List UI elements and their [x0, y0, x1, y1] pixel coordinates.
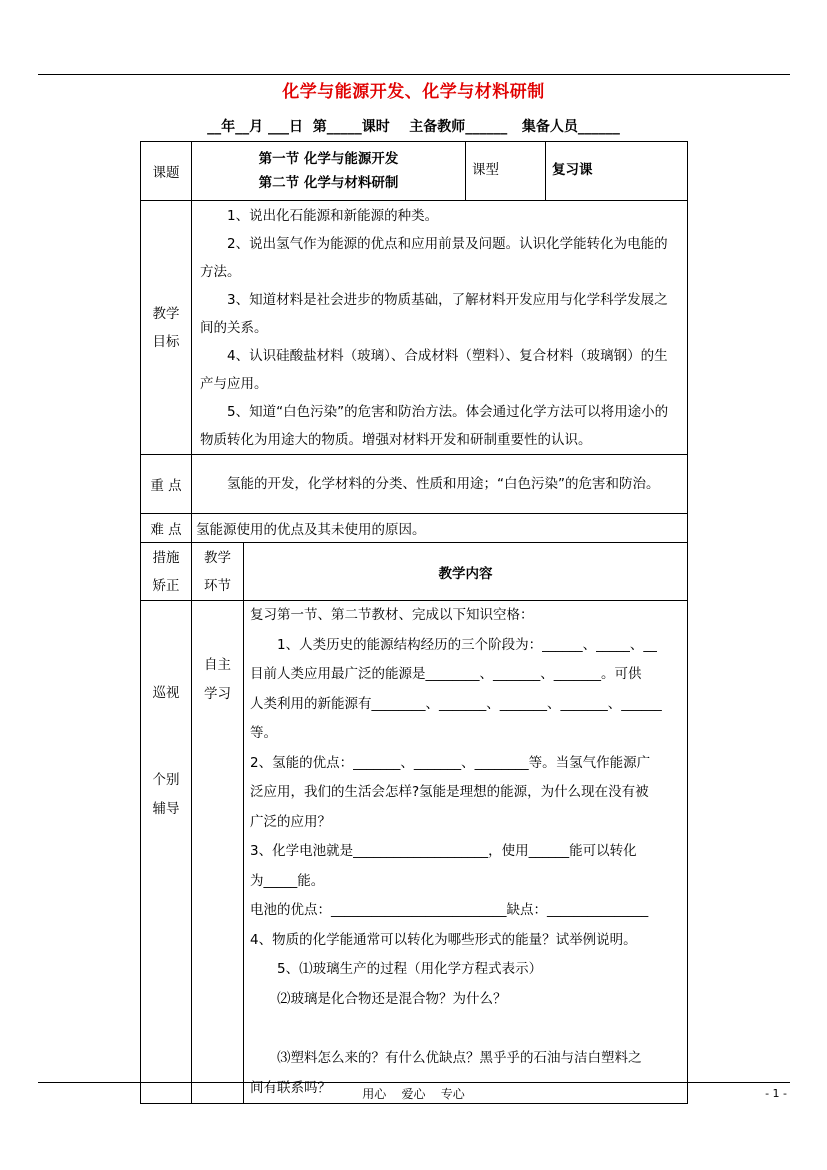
- content-line: 为_____能。: [250, 872, 325, 889]
- content-line: 泛应用，我们的生活会怎样?氢能是理想的能源，为什么现在没有被: [250, 784, 649, 800]
- objective-item: 2、说出氢气作为能源的优点和应用前景及问题。认识化学能转化为电能的方法。: [200, 235, 668, 280]
- lesson-title-1: 第一节 化学与能源开发: [258, 151, 399, 167]
- topic-label: 课题: [141, 142, 192, 201]
- stage-body-1: 自主: [204, 657, 231, 673]
- content-line: 2、氢能的优点：_______、_______、________等。当氢气作能源广: [250, 754, 651, 771]
- content-line: 电池的优点：__________________________缺点：_______________: [250, 902, 649, 918]
- lesson-title-2: 第二节 化学与材料研制: [258, 175, 399, 191]
- footer-slogan: 用心 爱心 专心: [362, 1087, 465, 1101]
- content-line: 5、⑴玻璃生产的过程（用化学方程式表示）: [277, 961, 543, 977]
- stage-label-2: 环节: [204, 577, 231, 594]
- measures-body: [141, 601, 192, 1104]
- document-title: 化学与能源开发、化学与材料研制: [282, 82, 545, 102]
- key-points-content: [192, 455, 688, 514]
- difficulties-label: 难 点: [141, 514, 192, 543]
- stage-column-label: [192, 543, 244, 601]
- objectives-row: [141, 201, 688, 455]
- measures-body-3: 辅导: [152, 801, 180, 817]
- body-row: [141, 601, 688, 1104]
- objective-item: 4、认识硅酸盐材料（玻璃）、合成材料（塑料）、复合材料（玻璃钢）的生产与应用。: [200, 347, 668, 392]
- difficulties-text: 氢能源使用的优点及其未使用的原因。: [192, 514, 688, 543]
- stage-body-2: 学习: [204, 686, 231, 702]
- key-points-row: [141, 455, 688, 514]
- type-label: 课型: [466, 142, 546, 201]
- measures-column-label: [141, 543, 192, 601]
- content-line: 3、化学电池就是____________________，使用______能可以转化: [250, 843, 637, 859]
- page-number: - 1 -: [765, 1087, 787, 1100]
- key-points-label: 重 点: [141, 455, 192, 514]
- objectives-content: [192, 201, 688, 455]
- meta-line: __年__月 ___日 第_____课时 主备教师______ 集备人员______: [207, 119, 620, 135]
- stage-label-1: 教学: [204, 549, 231, 566]
- lesson-title-cell: [192, 142, 466, 201]
- footer-rule: [38, 1082, 790, 1083]
- content-line: 目前人类应用最广泛的能源是________、_______、_______。可供: [250, 666, 642, 682]
- stage-body: [192, 601, 244, 1104]
- content-line: 4、物质的化学能通常可以转化为哪些形式的能量？试举例说明。: [250, 931, 637, 948]
- lesson-plan-table: [140, 141, 688, 1104]
- content-body: [244, 601, 688, 1104]
- content-line: 1、人类历史的能源结构经历的三个阶段为：______、_____、__: [277, 636, 657, 653]
- header-row: [141, 142, 688, 201]
- content-line: 广泛的应用？: [250, 813, 331, 830]
- content-line: 人类利用的新能源有________、_______、_______、_______、______: [250, 695, 662, 712]
- content-line: 间有联系吗？: [250, 1079, 331, 1096]
- content-column-label: 教学内容: [244, 543, 688, 601]
- difficulties-row: [141, 514, 688, 543]
- objectives-label-2: 目标: [152, 333, 180, 350]
- measures-body-2: 个别: [152, 772, 180, 788]
- measures-label-1: 措施: [152, 549, 180, 566]
- key-points-text: 氢能的开发，化学材料的分类、性质和用途；“白色污染”的危害和防治。: [227, 475, 660, 492]
- content-line: 复习第一节、第二节教材、完成以下知识空格：: [250, 607, 534, 623]
- objective-item: 5、知道“白色污染”的危害和防治方法。体会通过化学方法可以将用途小的物质转化为用途大的物质。增强对材料开发和研制重要性的认识。: [200, 403, 669, 448]
- measures-body-1: 巡视: [152, 685, 180, 701]
- content-line: ⑶塑料怎么来的？有什么优缺点？黑乎乎的石油与洁白塑料之: [277, 1050, 642, 1066]
- objective-item: 3、知道材料是社会进步的物质基础，了解材料开发应用与化学科学发展之间的关系。: [200, 291, 668, 336]
- type-value: 复习课: [546, 142, 688, 201]
- columns-row: [141, 543, 688, 601]
- header-rule: [38, 74, 790, 75]
- objective-item: 1、说出化石能源和新能源的种类。: [227, 207, 439, 224]
- content-line: 等。: [250, 725, 277, 741]
- content-line: ⑵玻璃是化合物还是混合物？为什么？: [277, 990, 507, 1007]
- objectives-label-1: 教学: [152, 305, 180, 322]
- objectives-label: [141, 201, 192, 455]
- measures-label-2: 矫正: [152, 577, 180, 594]
